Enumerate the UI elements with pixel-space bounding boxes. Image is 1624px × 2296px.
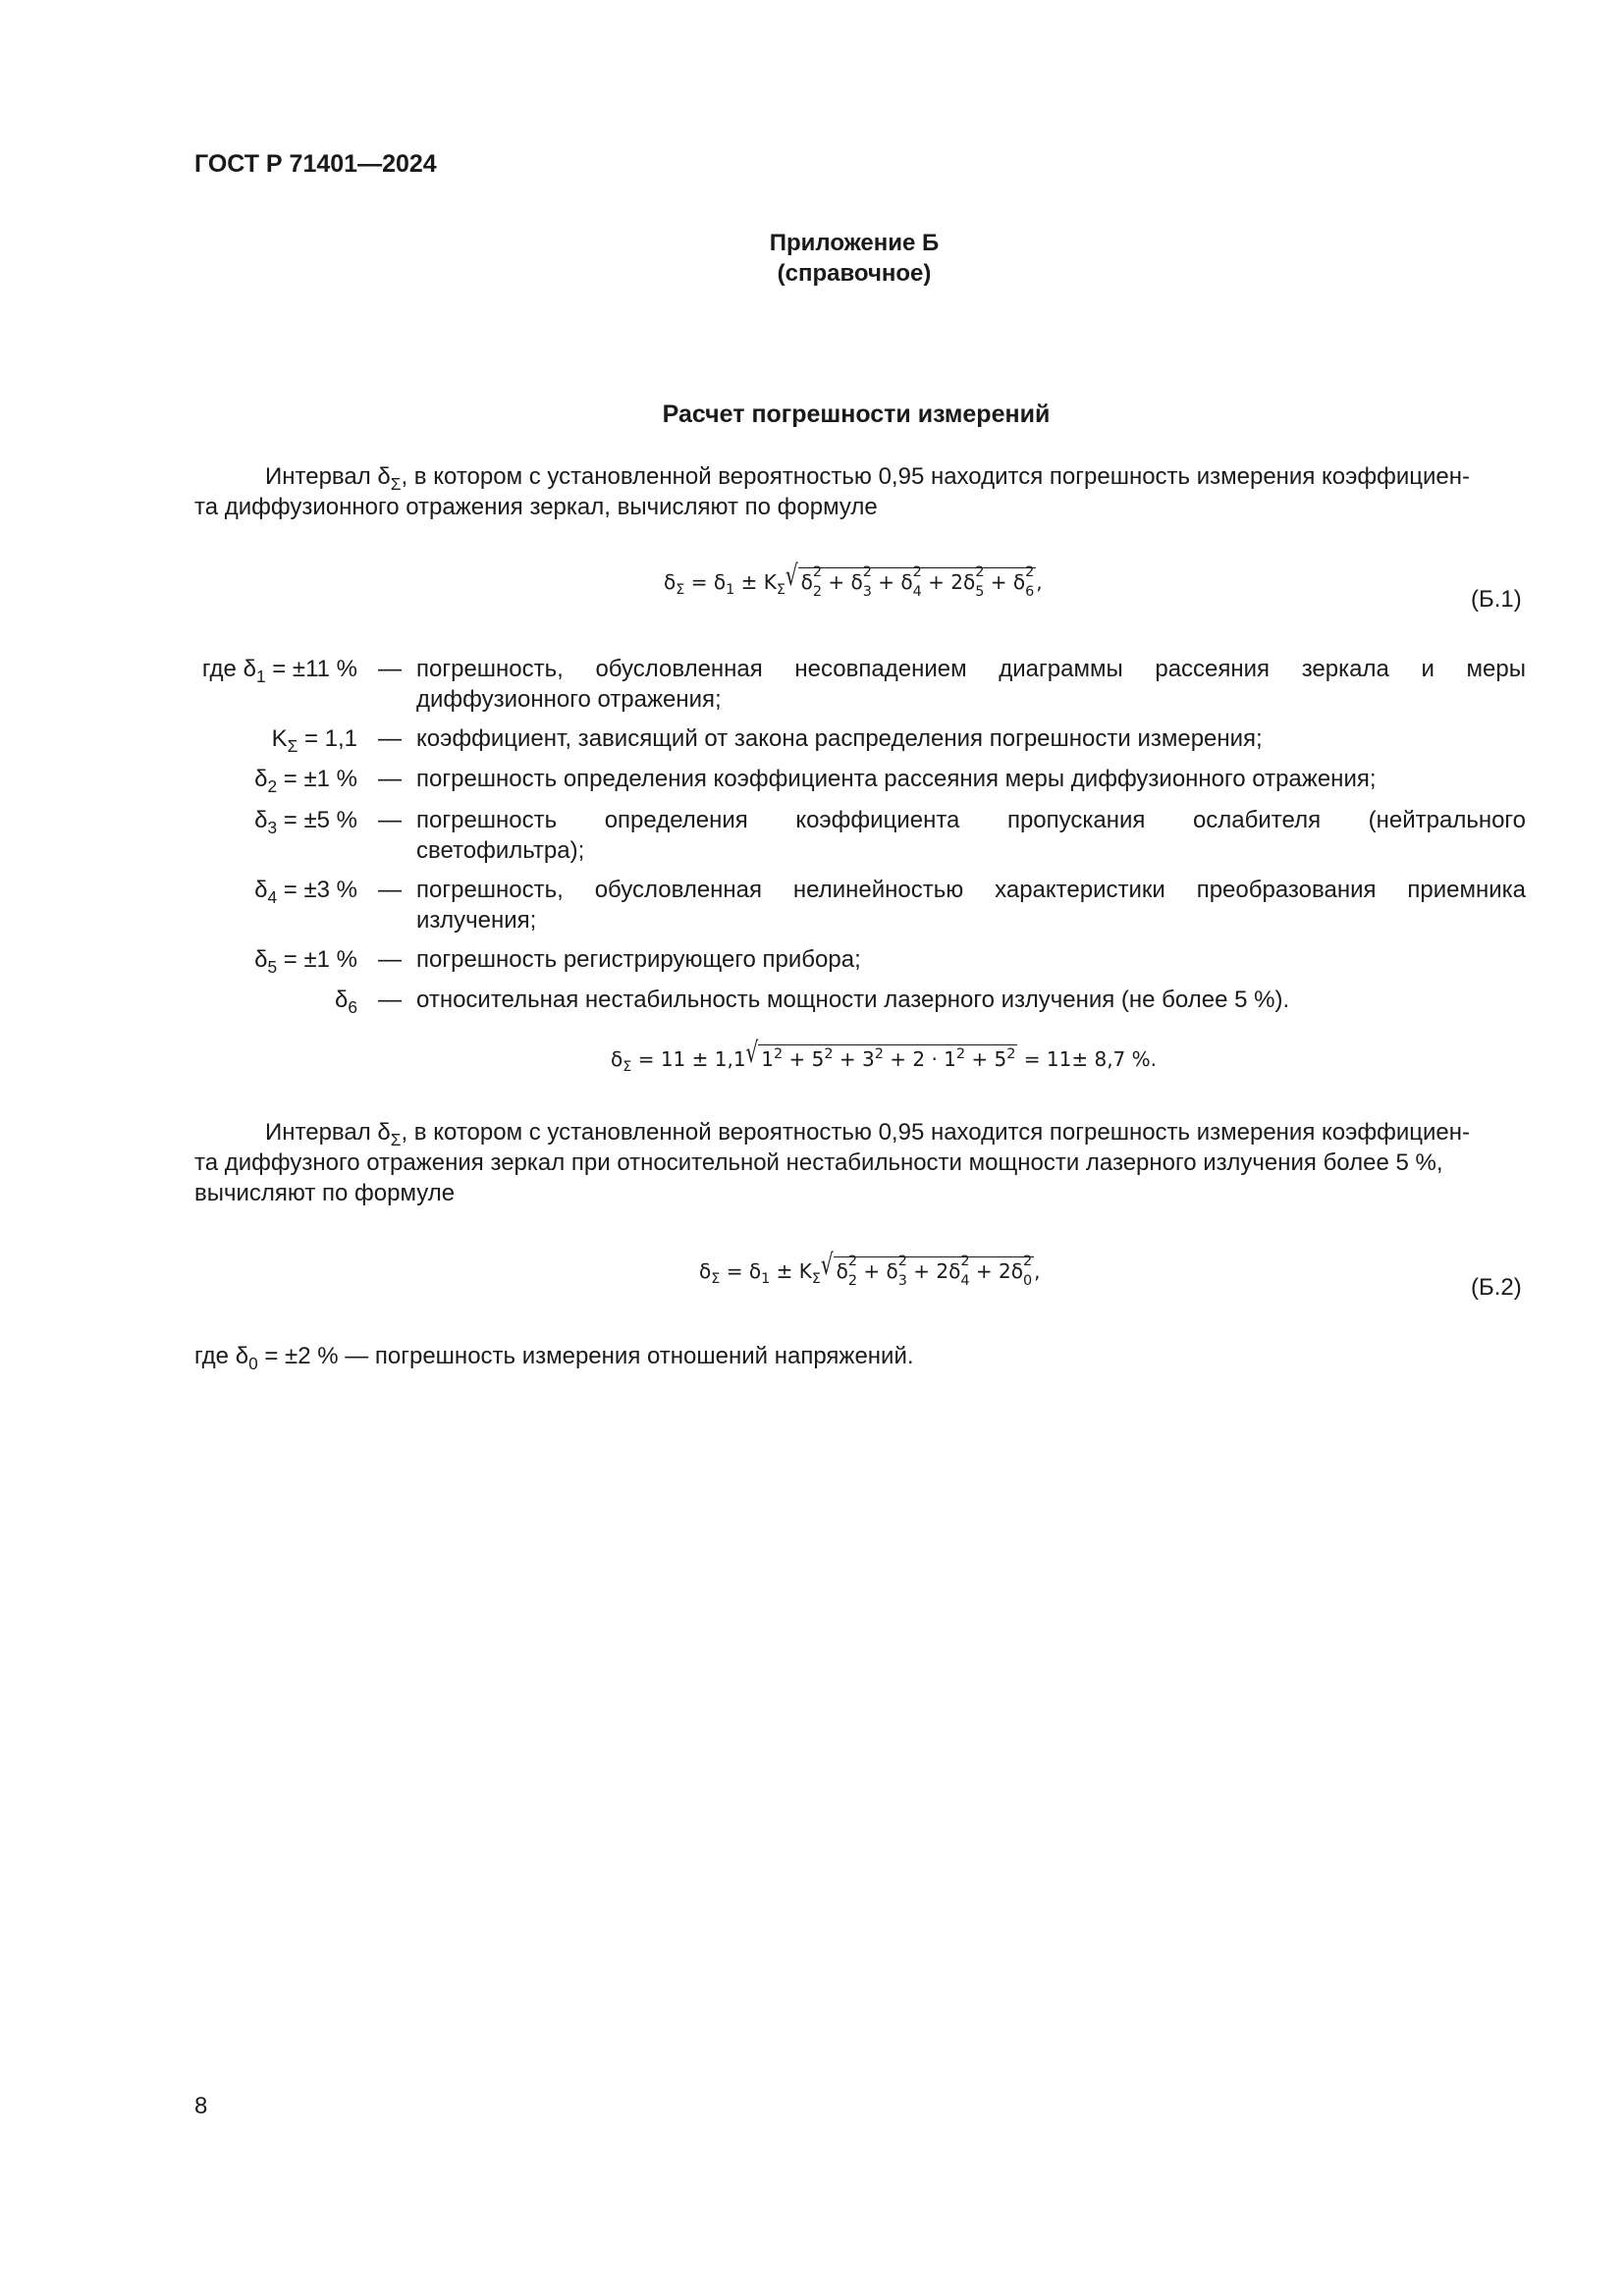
formula-b2-number: (Б.2): [1471, 1274, 1522, 1301]
calculation-formula: $\delta_\Sigma = 11 \pm 1,1√$ $1^2 + 5^2 + 3^2 + 2 \cdot 1^2 + 5^2 = 11\pm 8,7$ %.: [611, 1035, 1157, 1076]
document-code: ГОСТ Р 71401—2024: [194, 150, 437, 178]
paragraph-1-line-1: [265, 461, 1470, 495]
paragraph-1-text-b: , в котором с установленной вероятностью 0,95 находится погрешность измерения коэффициен-: [401, 463, 1470, 490]
definition-dash: —: [378, 987, 402, 1013]
paragraph-2-line-3: вычисляют по формуле: [194, 1180, 456, 1206]
definition-text: относительная нестабильность мощности лазерного излучения (не более 5 %).: [416, 987, 1290, 1013]
paragraph-1-text-a: Интервал δ: [265, 463, 391, 490]
definition-dash: —: [378, 877, 402, 903]
paragraph-2-text-b: , в котором с установленной вероятностью 0,95 находится погрешность измерения коэффициен-: [401, 1119, 1470, 1146]
paragraph-2-line-2: та диффузного отражения зеркал при относительной нестабильности мощности лазерного излучения более 5 %,: [194, 1149, 1443, 1176]
definition-text-cont: диффузионного отражения;: [416, 686, 722, 713]
definition-text: коэффициент, зависящий от закона распределения погрешности измерения;: [416, 725, 1263, 752]
definition-dash: —: [378, 725, 402, 752]
definition-text: погрешность регистрирующего прибора;: [416, 946, 861, 973]
page-number: 8: [194, 2093, 208, 2119]
section-title: Расчет погрешности измерений: [662, 400, 1051, 428]
definition-label: $K_\Sigma = 1,1$: [271, 725, 357, 757]
appendix-type: (справочное): [777, 260, 932, 287]
definition-label: $\delta_3 = \pm 5$ %: [254, 807, 357, 838]
definition-label: $\delta_2 = \pm 1$ %: [254, 766, 357, 797]
definition-label: $\delta_5 = \pm 1$ %: [254, 946, 357, 978]
formula-b1: $\delta_\Sigma = \delta_1 \pm K_\Sigma√$ δ 2 2 + δ 2 3 + δ 2 4 + 2δ 2 5 + δ 2 6 ,: [664, 558, 1043, 600]
paragraph-2-sub: Σ: [390, 1130, 402, 1150]
calculation-result: 11± 8,7 %.: [1046, 1047, 1157, 1071]
definition-dash: —: [378, 946, 402, 973]
definition-dash: —: [378, 656, 402, 682]
paragraph-1-line-2: та диффузионного отражения зеркал, вычисляют по формуле: [194, 494, 878, 520]
formula-b1-number: (Б.1): [1471, 586, 1522, 613]
formula-b2: $\delta_\Sigma = \delta_1 \pm K_\Sigma√$ δ 2 2 + δ 2 3 + 2δ 2 4 + 2δ 2 0 ,: [699, 1247, 1041, 1289]
definition-text-cont: светофильтра);: [416, 837, 585, 864]
definition-text: погрешность, обусловленная нелинейностью характеристики преобразования приемника: [416, 877, 1526, 903]
definition-dash: —: [378, 807, 402, 833]
delta-0-note: где $\delta_0 = \pm 2$ % — погрешность измерения отношений напряжений.: [194, 1343, 914, 1374]
definition-text-cont: излучения;: [416, 907, 537, 934]
paragraph-2-line-1: [265, 1117, 1470, 1148]
definition-label: где $\delta_1 = \pm 11$ %: [201, 656, 357, 687]
appendix-title: Приложение Б: [769, 230, 940, 256]
definition-text: погрешность определения коэффициента пропускания ослабителя (нейтрального: [416, 807, 1526, 833]
definition-label: $\delta_6$: [335, 987, 357, 1018]
definition-text: погрешность определения коэффициента рассеяния меры диффузионного отражения;: [416, 766, 1377, 792]
definition-label: $\delta_4 = \pm 3$ %: [254, 877, 357, 908]
paragraph-1-sub: Σ: [390, 474, 402, 495]
definition-dash: —: [378, 766, 402, 792]
paragraph-2-text-a: Интервал δ: [265, 1119, 391, 1146]
definition-text: погрешность, обусловленная несовпадением диаграммы рассеяния зеркала и меры: [416, 656, 1526, 682]
